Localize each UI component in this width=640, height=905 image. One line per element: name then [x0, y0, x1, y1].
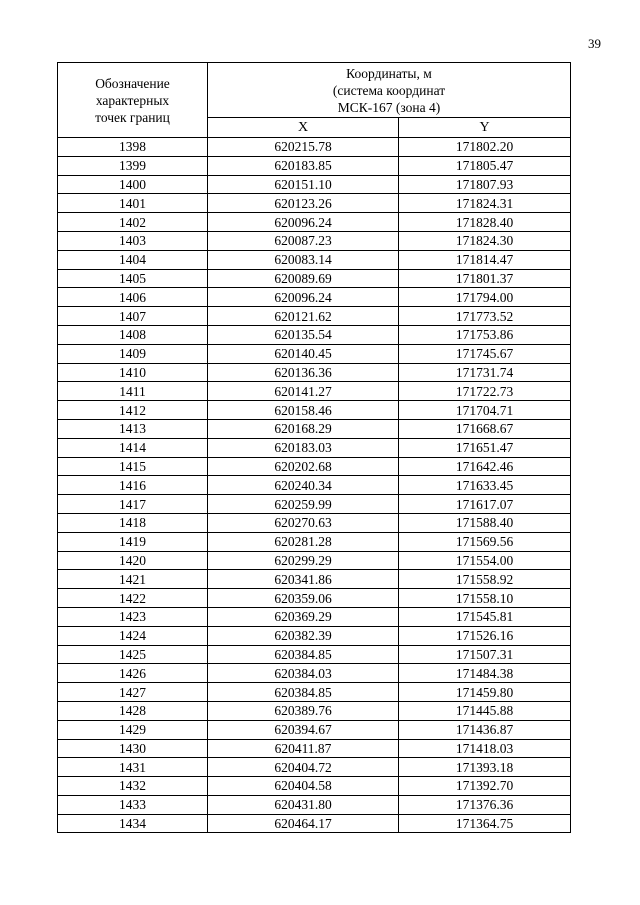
y-coordinate-cell: 171801.37: [399, 269, 571, 288]
table-row: [58, 457, 571, 476]
point-id-cell: 1434: [58, 814, 208, 833]
x-coordinate-cell: 620240.34: [208, 476, 399, 495]
point-id-cell: 1410: [58, 363, 208, 382]
y-coordinate-cell: 171445.88: [399, 701, 571, 720]
point-id-cell: 1430: [58, 739, 208, 758]
x-column-header: X: [208, 118, 399, 138]
x-coordinate-cell: 620281.28: [208, 532, 399, 551]
table-row: [58, 683, 571, 702]
page-number: 39: [588, 36, 601, 51]
point-id-cell: 1403: [58, 231, 208, 250]
x-coordinate-cell: 620299.29: [208, 551, 399, 570]
point-id-cell: 1432: [58, 777, 208, 796]
point-id-cell: 1399: [58, 156, 208, 175]
y-coordinate-cell: 171569.56: [399, 532, 571, 551]
x-coordinate-cell: 620140.45: [208, 344, 399, 363]
table-row: [58, 626, 571, 645]
x-coordinate-cell: 620359.06: [208, 589, 399, 608]
table-row: [58, 156, 571, 175]
y-coordinate-cell: 171704.71: [399, 401, 571, 420]
point-id-cell: 1425: [58, 645, 208, 664]
table-row: [58, 363, 571, 382]
x-coordinate-cell: 620183.85: [208, 156, 399, 175]
y-coordinate-cell: 171814.47: [399, 250, 571, 269]
x-coordinate-cell: 620215.78: [208, 138, 399, 157]
table-row: [58, 250, 571, 269]
point-id-cell: 1412: [58, 401, 208, 420]
y-coordinate-cell: 171802.20: [399, 138, 571, 157]
x-coordinate-cell: 620123.26: [208, 194, 399, 213]
point-id-cell: 1409: [58, 344, 208, 363]
table-row: [58, 175, 571, 194]
y-coordinate-cell: 171642.46: [399, 457, 571, 476]
y-coordinate-cell: 171824.30: [399, 231, 571, 250]
point-id-cell: 1400: [58, 175, 208, 194]
x-coordinate-cell: 620394.67: [208, 720, 399, 739]
y-coordinate-cell: 171753.86: [399, 325, 571, 344]
point-id-cell: 1416: [58, 476, 208, 495]
point-id-cell: 1406: [58, 288, 208, 307]
y-coordinate-cell: 171392.70: [399, 777, 571, 796]
y-coordinate-cell: 171805.47: [399, 156, 571, 175]
point-id-cell: 1421: [58, 570, 208, 589]
y-coordinate-cell: 171558.10: [399, 589, 571, 608]
table-row: [58, 814, 571, 833]
y-coordinate-cell: 171824.31: [399, 194, 571, 213]
x-coordinate-cell: 620404.58: [208, 777, 399, 796]
y-coordinate-cell: 171554.00: [399, 551, 571, 570]
point-id-cell: 1407: [58, 307, 208, 326]
y-coordinate-cell: 171376.36: [399, 795, 571, 814]
x-coordinate-cell: 620096.24: [208, 213, 399, 232]
x-coordinate-cell: 620135.54: [208, 325, 399, 344]
point-id-cell: 1419: [58, 532, 208, 551]
x-coordinate-cell: 620411.87: [208, 739, 399, 758]
point-id-cell: 1411: [58, 382, 208, 401]
point-designation-header: Обозначение характерных точек границ: [58, 63, 208, 138]
point-id-cell: 1422: [58, 589, 208, 608]
table-row: [58, 476, 571, 495]
x-coordinate-cell: 620158.46: [208, 401, 399, 420]
x-coordinate-cell: 620369.29: [208, 607, 399, 626]
point-id-cell: 1401: [58, 194, 208, 213]
table-row: [58, 795, 571, 814]
table-row: [58, 495, 571, 514]
point-id-cell: 1424: [58, 626, 208, 645]
x-coordinate-cell: 620384.85: [208, 683, 399, 702]
point-id-cell: 1414: [58, 438, 208, 457]
y-coordinate-cell: 171545.81: [399, 607, 571, 626]
table-row: [58, 419, 571, 438]
table-row: [58, 288, 571, 307]
table-row: [58, 758, 571, 777]
point-id-cell: 1420: [58, 551, 208, 570]
table-row: [58, 607, 571, 626]
x-coordinate-cell: 620431.80: [208, 795, 399, 814]
table-row: [58, 438, 571, 457]
table-row: [58, 138, 571, 157]
x-coordinate-cell: 620083.14: [208, 250, 399, 269]
x-coordinate-cell: 620259.99: [208, 495, 399, 514]
point-id-cell: 1426: [58, 664, 208, 683]
table-row: [58, 269, 571, 288]
x-coordinate-cell: 620384.03: [208, 664, 399, 683]
y-coordinate-cell: 171364.75: [399, 814, 571, 833]
x-coordinate-cell: 620270.63: [208, 513, 399, 532]
y-coordinate-cell: 171526.16: [399, 626, 571, 645]
table-row: [58, 570, 571, 589]
table-row: [58, 589, 571, 608]
x-coordinate-cell: 620089.69: [208, 269, 399, 288]
table-row: [58, 401, 571, 420]
point-id-cell: 1413: [58, 419, 208, 438]
y-coordinate-cell: 171484.38: [399, 664, 571, 683]
point-id-cell: 1433: [58, 795, 208, 814]
point-id-cell: 1423: [58, 607, 208, 626]
x-coordinate-cell: 620121.62: [208, 307, 399, 326]
x-coordinate-cell: 620404.72: [208, 758, 399, 777]
y-coordinate-cell: 171651.47: [399, 438, 571, 457]
x-coordinate-cell: 620341.86: [208, 570, 399, 589]
x-coordinate-cell: 620202.68: [208, 457, 399, 476]
point-id-cell: 1402: [58, 213, 208, 232]
point-id-cell: 1418: [58, 513, 208, 532]
y-coordinate-cell: 171745.67: [399, 344, 571, 363]
y-coordinate-cell: 171436.87: [399, 720, 571, 739]
x-coordinate-cell: 620384.85: [208, 645, 399, 664]
table-row: [58, 720, 571, 739]
y-coordinate-cell: 171828.40: [399, 213, 571, 232]
coordinates-table: [57, 62, 571, 833]
point-id-cell: 1398: [58, 138, 208, 157]
point-id-cell: 1429: [58, 720, 208, 739]
y-coordinate-cell: 171773.52: [399, 307, 571, 326]
point-id-cell: 1405: [58, 269, 208, 288]
point-id-cell: 1417: [58, 495, 208, 514]
x-coordinate-cell: 620168.29: [208, 419, 399, 438]
table-row: [58, 532, 571, 551]
table-header: [58, 63, 571, 138]
y-coordinate-cell: 171418.03: [399, 739, 571, 758]
y-coordinate-cell: 171722.73: [399, 382, 571, 401]
y-coordinate-cell: 171588.40: [399, 513, 571, 532]
table-row: [58, 194, 571, 213]
x-coordinate-cell: 620141.27: [208, 382, 399, 401]
table-row: [58, 231, 571, 250]
table-row: [58, 664, 571, 683]
y-coordinate-cell: 171668.67: [399, 419, 571, 438]
table-row: [58, 344, 571, 363]
y-coordinate-cell: 171393.18: [399, 758, 571, 777]
y-column-header: Y: [399, 118, 571, 138]
x-coordinate-cell: 620136.36: [208, 363, 399, 382]
point-id-cell: 1404: [58, 250, 208, 269]
y-coordinate-cell: 171617.07: [399, 495, 571, 514]
table-row: [58, 551, 571, 570]
table-row: [58, 777, 571, 796]
y-coordinate-cell: 171633.45: [399, 476, 571, 495]
x-coordinate-cell: 620389.76: [208, 701, 399, 720]
y-coordinate-cell: 171807.93: [399, 175, 571, 194]
table-row: [58, 325, 571, 344]
coordinates-header: Координаты, м (система координат МСК-167 (зона 4): [208, 63, 571, 118]
point-id-cell: 1408: [58, 325, 208, 344]
x-coordinate-cell: 620464.17: [208, 814, 399, 833]
x-coordinate-cell: 620096.24: [208, 288, 399, 307]
table-row: [58, 701, 571, 720]
y-coordinate-cell: 171558.92: [399, 570, 571, 589]
table-row: [58, 307, 571, 326]
x-coordinate-cell: 620183.03: [208, 438, 399, 457]
point-id-cell: 1431: [58, 758, 208, 777]
point-id-cell: 1427: [58, 683, 208, 702]
point-id-cell: 1415: [58, 457, 208, 476]
y-coordinate-cell: 171794.00: [399, 288, 571, 307]
x-coordinate-cell: 620151.10: [208, 175, 399, 194]
y-coordinate-cell: 171507.31: [399, 645, 571, 664]
table-row: [58, 513, 571, 532]
table-row: [58, 645, 571, 664]
x-coordinate-cell: 620382.39: [208, 626, 399, 645]
x-coordinate-cell: 620087.23: [208, 231, 399, 250]
table-row: [58, 739, 571, 758]
y-coordinate-cell: 171731.74: [399, 363, 571, 382]
table-body: [58, 138, 571, 833]
y-coordinate-cell: 171459.80: [399, 683, 571, 702]
table-row: [58, 213, 571, 232]
table-row: [58, 382, 571, 401]
point-id-cell: 1428: [58, 701, 208, 720]
